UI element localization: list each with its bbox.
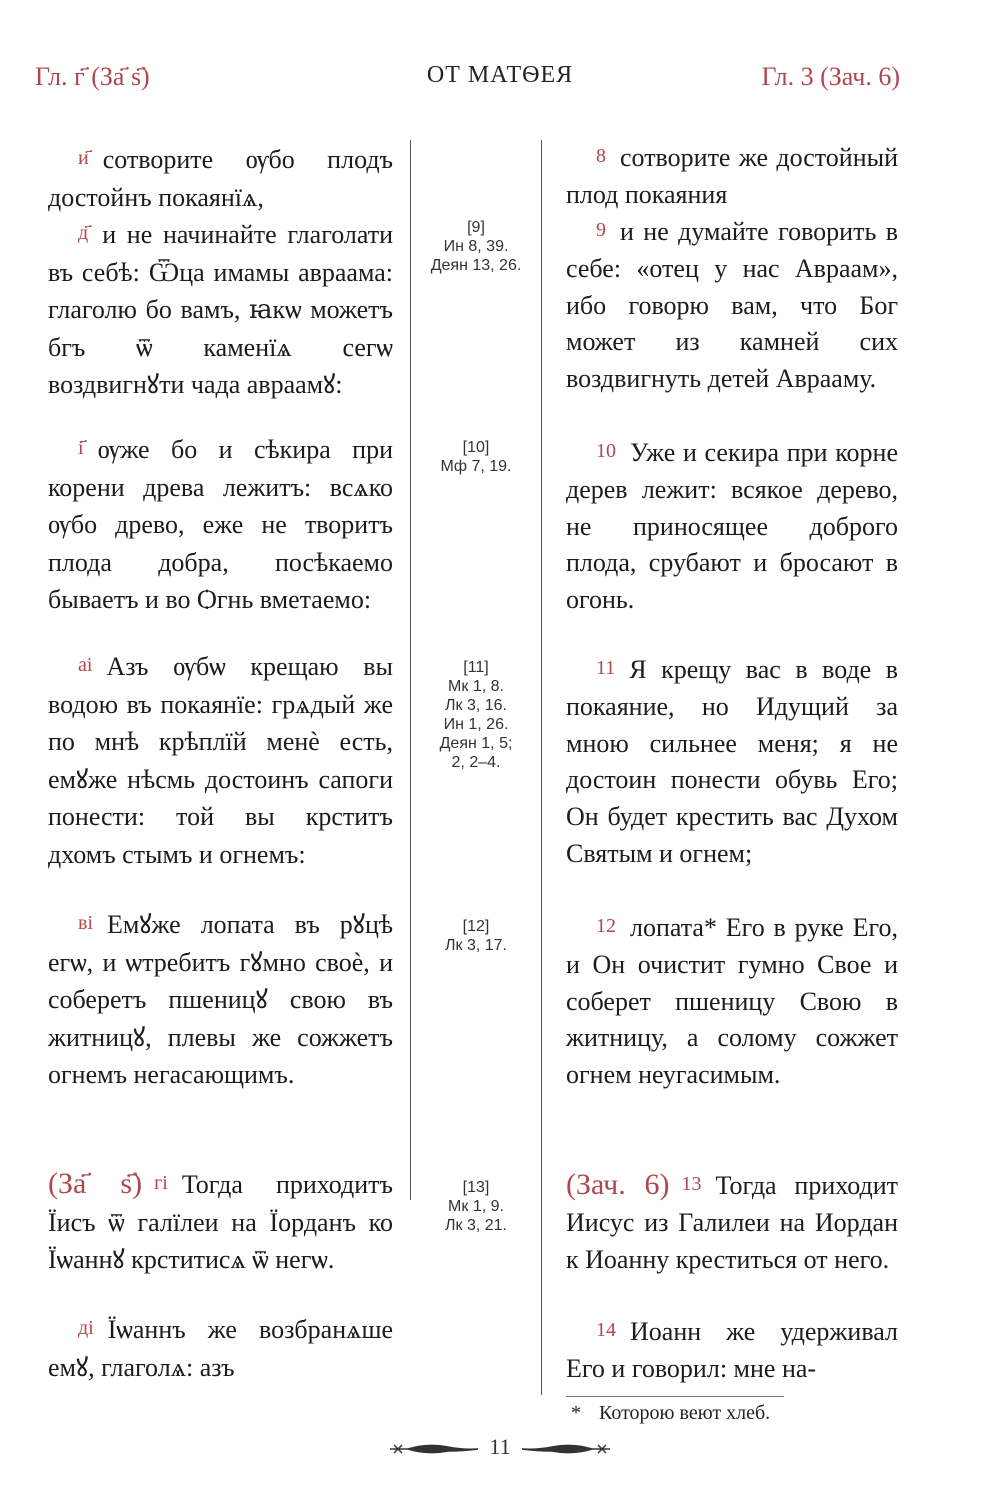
ref-line: Мк 1, 8.: [448, 678, 504, 695]
column-divider-right: [541, 140, 542, 1395]
ref-line: Деян 1, 5;: [439, 735, 513, 752]
cs-verse-number: ді: [78, 1317, 94, 1339]
ru-verse-number: 8: [596, 145, 606, 167]
cs-verse-number: д҃: [78, 222, 89, 244]
ref-line: Ин 1, 26.: [443, 716, 509, 733]
ref-line: Мф 7, 19.: [440, 458, 512, 475]
cs-verse-text: и не начинайте глаголати въ себѣ: Ѿца имамы авраама: глаголю бо вамъ, ꙗкѡ можетъ бгъ ѿ каменїѧ сегѡ воздвигнꙋти чада авраамꙋ:: [48, 220, 393, 399]
page-number: 11: [489, 1434, 511, 1459]
ru-reading-marker: (Зач. 6): [566, 1168, 670, 1201]
footnote-text: Которою веют хлеб.: [599, 1402, 771, 1424]
footnote-rule: [566, 1396, 784, 1397]
ru-verse-number: 10: [596, 440, 616, 462]
ref-block-10: [415, 438, 537, 476]
ru-verse-10: [566, 433, 898, 619]
ru-verse-number: 12: [596, 915, 616, 937]
ru-verse-13: [566, 1166, 898, 1278]
cs-verse-number: ві: [78, 912, 93, 934]
ref-line: [13]: [462, 1179, 490, 1196]
ru-verse-text: лопата* Его в руке Его, и Он очистит гумно Свое и соберет пшеницу Свою в житницу, а солому сожжет огнем неугасимым.: [566, 913, 898, 1090]
ref-line: 2, 2–4.: [451, 754, 501, 771]
ref-line: [9]: [467, 219, 485, 236]
cs-verse-text: сотворите ѹбо плодъ достойнъ покаянїѧ,: [48, 145, 393, 212]
ru-verse-12: [566, 908, 898, 1094]
footnote: [571, 1402, 770, 1425]
cs-verse-12: [48, 905, 393, 1094]
header-chapter-cs: Гл. г҃ (За҃ ѕ҃): [35, 62, 150, 91]
cs-verse-14: [48, 1310, 393, 1386]
ru-verse-number: 13: [681, 1173, 702, 1195]
ref-line: [12]: [462, 918, 490, 935]
ru-verse-text: Уже и секира при корне дерев лежит: всякое дерево, не приносящее доброго плода, срубают и бросают в огонь.: [566, 438, 898, 615]
ru-verse-text: Тогда приходит Иисус из Галилеи на Иордан к Иоанну креститься от него.: [566, 1171, 898, 1274]
cs-verse-11: [48, 647, 393, 873]
cs-verse-text: Емꙋже лопата въ рꙋцѣ егѡ, и ѡтребитъ гꙋмно своѐ, и соберетъ пшеницꙋ свою въ житницꙋ, плевы же сожжетъ огнемъ негасающимъ.: [48, 910, 393, 1089]
ref-block-13: [415, 1178, 537, 1235]
cs-verse-number: и҃: [78, 147, 89, 169]
ref-block-9: [415, 218, 537, 275]
cs-verse-13: [48, 1165, 393, 1279]
ru-verse-text: Я крещу вас в воде в покаяние, но Идущий за мною сильнее меня; я не достоин понести обувь Его; Он будет крестить вас Духом Святым и огнем;: [566, 655, 898, 868]
ru-verse-text: сотворите же достойный плод покаяния: [566, 143, 898, 209]
ru-verse-text: и не думайте говорить в себе: «отец у нас Авраам», ибо говорю вам, что Бог может из камней сих воздвигнуть детей Аврааму.: [566, 217, 898, 394]
ref-line: Лк 3, 21.: [445, 1217, 507, 1234]
ru-verse-number: 9: [596, 219, 606, 241]
ru-verse-9: [566, 212, 898, 398]
column-divider-left: [410, 140, 411, 1200]
ref-line: [11]: [463, 659, 489, 676]
cs-verse-number: аі: [78, 654, 93, 676]
ru-verse-11: [566, 650, 898, 873]
cs-verse-text: Азъ ѹбѡ крещаю вы водою въ покаянїе: грѧдый же по мнѣ крѣплїй менѐ есть, емꙋже нѣсмь достоинъ сапоги понести: той вы крститъ дхомъ стымъ и огнемъ:: [48, 652, 393, 869]
ref-block-12: [415, 917, 537, 955]
ref-line: [10]: [462, 439, 490, 456]
cs-verse-number: гі: [154, 1172, 168, 1194]
ru-verse-text: Иоанн же удерживал Его и говорил: мне на-: [566, 1317, 898, 1383]
ru-verse-number: 11: [596, 657, 616, 679]
cs-verse-text: Їѡаннъ же возбранѧше емꙋ, глаголѧ: азъ: [48, 1315, 393, 1382]
header-book-title: ОТ МАТѲЕЯ: [426, 62, 574, 88]
header-chapter-ru: Гл. 3 (Зач. 6): [761, 62, 900, 91]
ru-verse-8: [566, 138, 898, 214]
ref-line: Мк 1, 9.: [448, 1198, 504, 1215]
ref-block-11: [415, 658, 537, 772]
cs-verse-text: Тогда приходитъ Їисъ ѿ галїлеи на Їорданъ ко Їѡаннꙋ крститисѧ ѿ негѡ.: [48, 1170, 393, 1274]
cs-reading-marker: (За҃ ѕ҃): [48, 1167, 143, 1200]
cs-verse-9: [48, 215, 393, 404]
cs-verse-number: і҃: [78, 437, 84, 459]
ru-verse-14: [566, 1312, 898, 1388]
cs-verse-text: ѹже бо и сѣкира при корени древа лежитъ: всѧко ѹбо древо, еже не творитъ плода добра, посѣкаемо бываетъ и во Ѻгнь вметаемо:: [48, 435, 393, 614]
ornament-right-icon: [520, 1441, 612, 1457]
ref-line: Деян 13, 26.: [430, 257, 522, 274]
cs-verse-8: [48, 140, 393, 216]
footnote-marker: *: [571, 1402, 581, 1424]
ref-line: Лк 3, 17.: [445, 937, 507, 954]
cs-verse-10: [48, 430, 393, 619]
ru-verse-number: 14: [596, 1319, 616, 1341]
ref-line: Ин 8, 39.: [443, 238, 509, 255]
ref-line: Лк 3, 16.: [445, 697, 507, 714]
